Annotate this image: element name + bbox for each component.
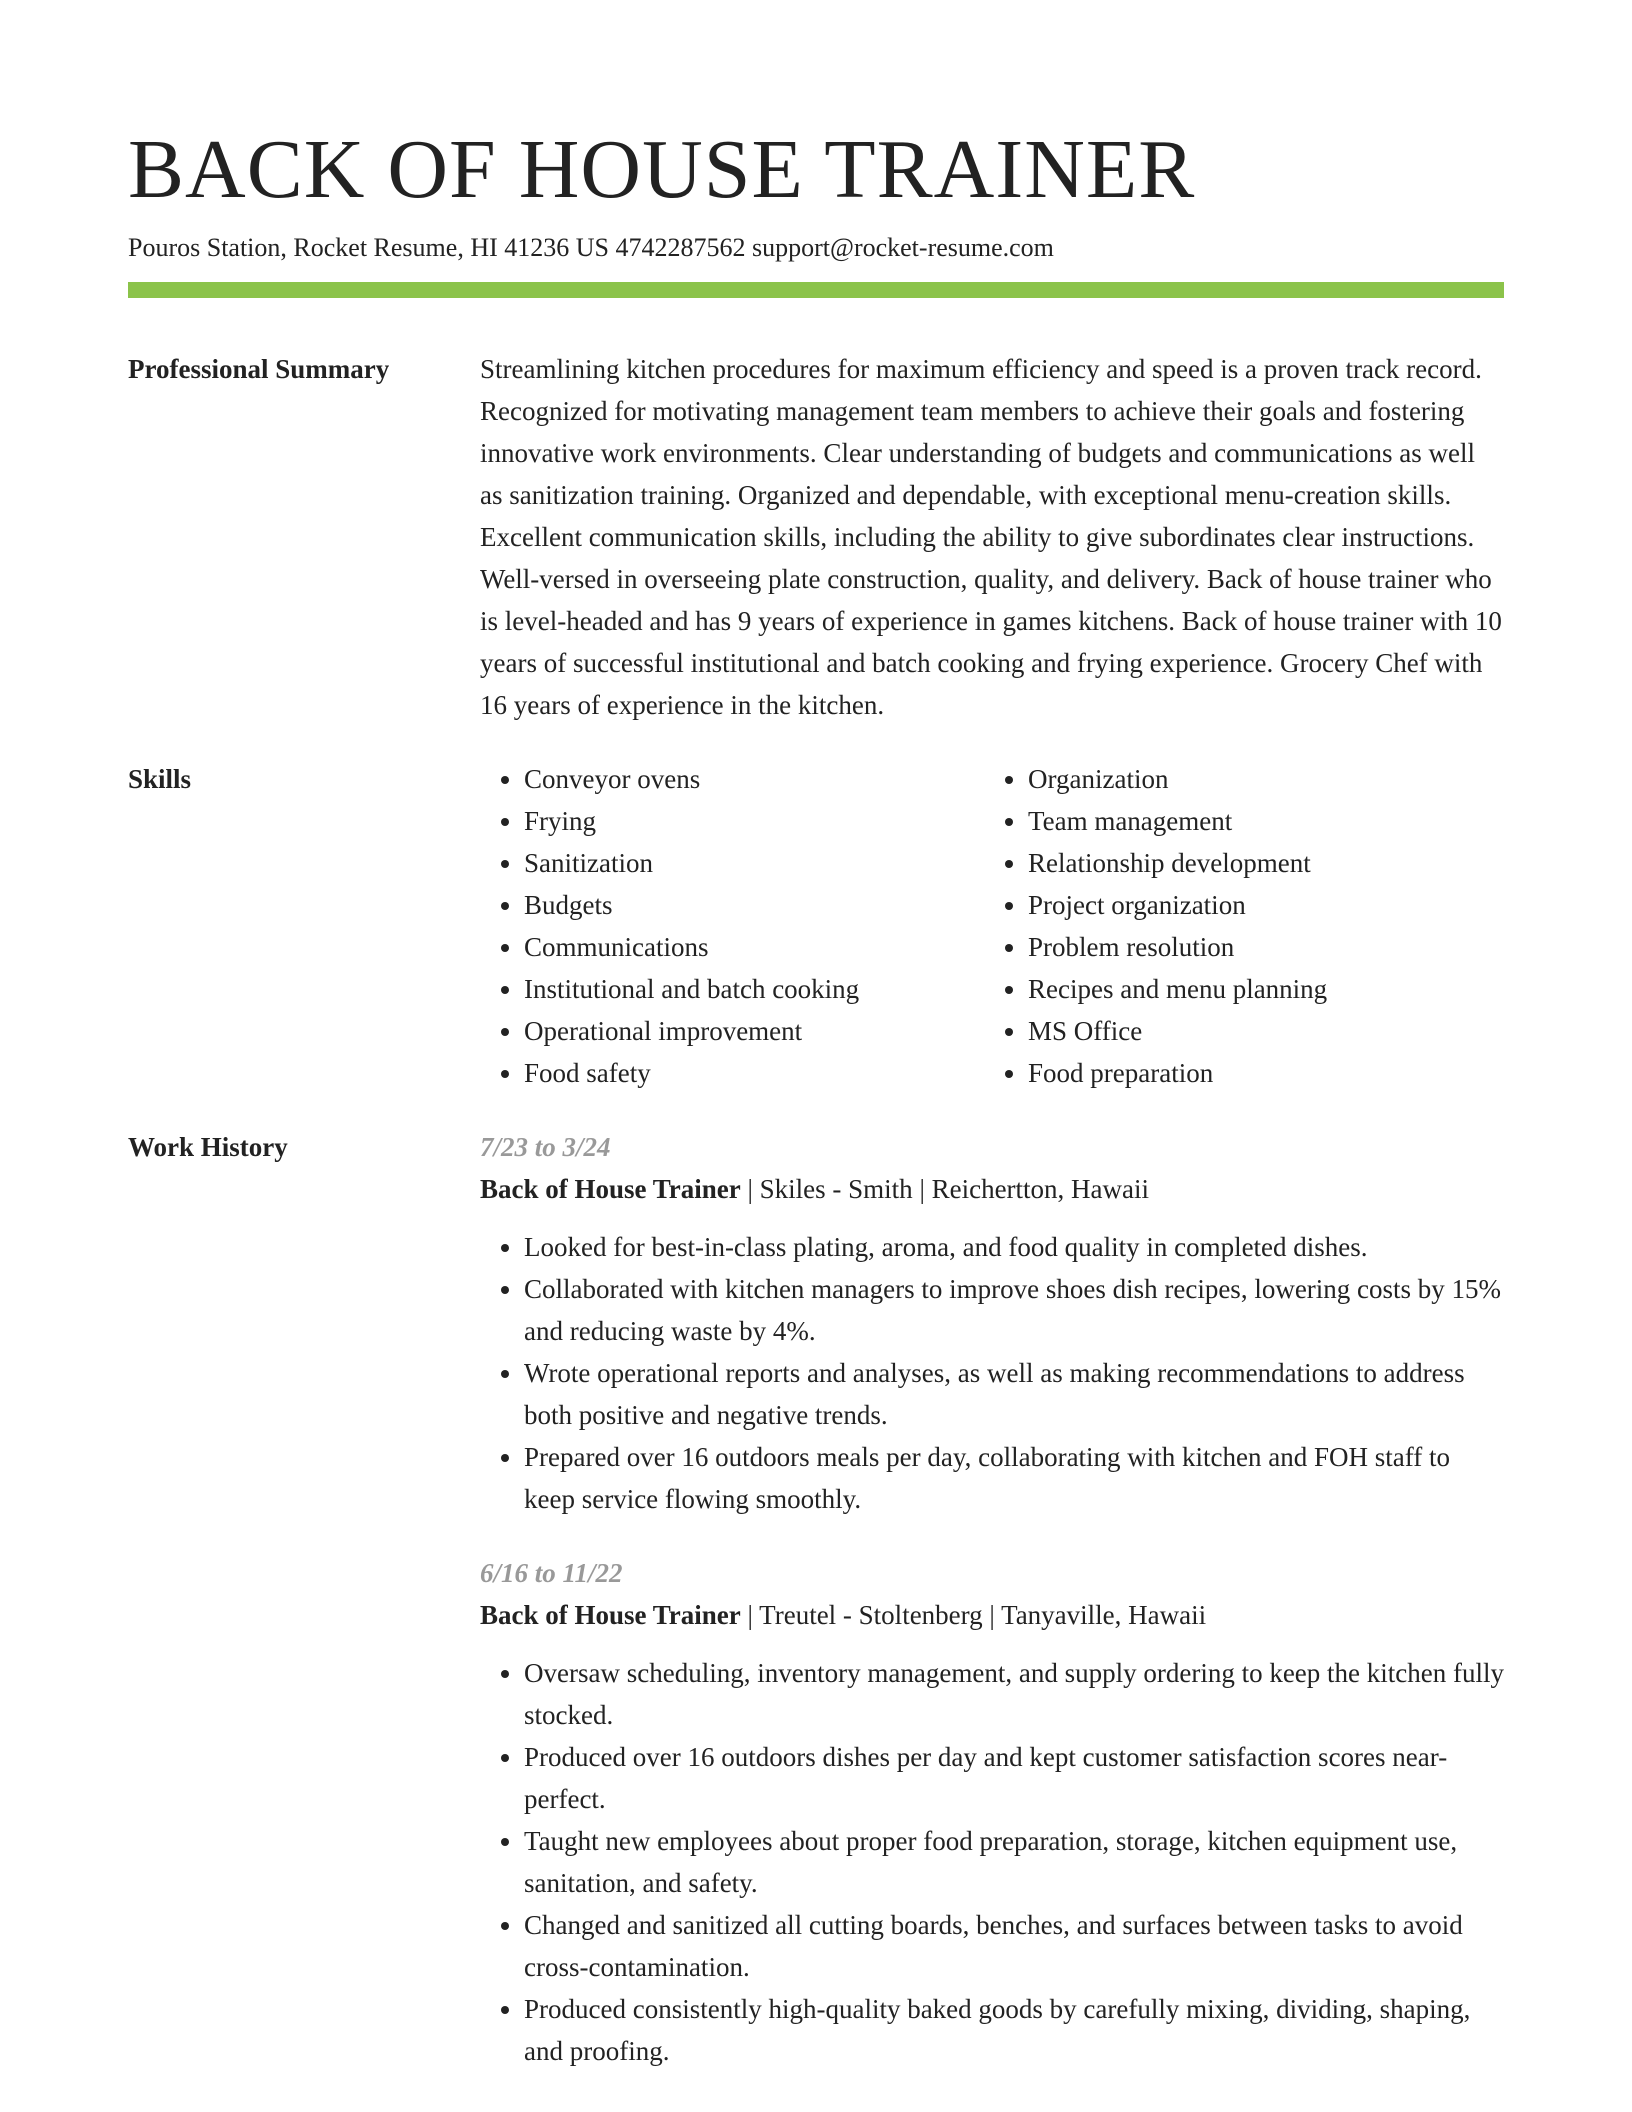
- resume-name: BACK OF HOUSE TRAINER: [128, 123, 1196, 216]
- skill-item: • Frying: [524, 800, 984, 842]
- job-title: Back of House Trainer: [480, 1174, 741, 1204]
- job-bullet: • Collaborated with kitchen managers to improve shoes dish recipes, lowering costs by 15% and reducing waste by 4%.: [524, 1268, 1504, 1352]
- work-history-section: [128, 1126, 1504, 2072]
- job-separator: |: [740, 1600, 760, 1630]
- job-bullet: • Looked for best-in-class plating, aroma, and food quality in completed dishes.: [524, 1226, 1504, 1268]
- contact-line: [128, 230, 1504, 266]
- summary-text: Streamlining kitchen procedures for maximum efficiency and speed is a proven track record. Recognized for motivating management team members to achieve their goals and fostering innovative work environments. Clear understanding of budgets and communications as well as sanitization training. Organized and dependable, with exceptional menu-creation skills. Excellent communication skills, including the ability to give subordinates clear instructions. Well-versed in overseeing plate construction, quality, and delivery. Back of house trainer who is level-headed and has 9 years of experience in games kitchens. Back of house trainer with 10 years of successful institutional and batch cooking and frying experience. Grocery Chef with 16 years of experience in the kitchen.: [480, 354, 1502, 720]
- skill-item: • Project organization: [1028, 884, 1488, 926]
- work-history-heading: Work History: [128, 1132, 288, 1162]
- job-dates: 7/23 to 3/24: [480, 1132, 611, 1162]
- job-bullet-list: [480, 1652, 1504, 2072]
- skill-item: • Conveyor ovens: [524, 758, 984, 800]
- job-heading: [480, 1168, 1504, 1210]
- contact-address: Pouros Station, Rocket Resume, HI 41236 US: [128, 233, 609, 262]
- skill-item: • MS Office: [1028, 1010, 1488, 1052]
- skill-item: • Team management: [1028, 800, 1488, 842]
- skills-columns: [480, 758, 1504, 1094]
- job-entry: [480, 1552, 1504, 2072]
- job-bullet: • Prepared over 16 outdoors meals per day, collaborating with kitchen and FOH staff to keep service flowing smoothly.: [524, 1436, 1504, 1520]
- skill-item: • Budgets: [524, 884, 984, 926]
- skills-list-right: [984, 758, 1488, 1094]
- skill-item: • Relationship development: [1028, 842, 1488, 884]
- job-bullet: • Taught new employees about proper food preparation, storage, kitchen equipment use, sanitation, and safety.: [524, 1820, 1504, 1904]
- contact-phone: 4742287562: [615, 233, 746, 262]
- skills-section: [128, 758, 1504, 1094]
- job-bullet: • Changed and sanitized all cutting boards, benches, and surfaces between tasks to avoid cross-contamination.: [524, 1904, 1504, 1988]
- job-dates: 6/16 to 11/22: [480, 1558, 623, 1588]
- job-bullet: • Oversaw scheduling, inventory management, and supply ordering to keep the kitchen fully stocked.: [524, 1652, 1504, 1736]
- skill-item: • Food preparation: [1028, 1052, 1488, 1094]
- job-heading: [480, 1594, 1504, 1636]
- job-separator: |: [912, 1174, 932, 1204]
- skill-item: • Institutional and batch cooking: [524, 968, 984, 1010]
- job-separator: |: [982, 1600, 1002, 1630]
- skill-item: • Organization: [1028, 758, 1488, 800]
- job-location: Tanyaville, Hawaii: [1001, 1600, 1207, 1630]
- skills-heading: Skills: [128, 764, 192, 794]
- header-divider: [128, 282, 1504, 298]
- resume-page: [128, 120, 1504, 2072]
- summary-heading: Professional Summary: [128, 354, 390, 384]
- job-entry: [480, 1126, 1504, 1520]
- job-company: Skiles - Smith: [759, 1174, 913, 1204]
- job-location: Reichertton, Hawaii: [931, 1174, 1150, 1204]
- job-bullet: • Produced over 16 outdoors dishes per day and kept customer satisfaction scores near-perfect.: [524, 1736, 1504, 1820]
- skill-item: • Communications: [524, 926, 984, 968]
- skill-item: • Recipes and menu planning: [1028, 968, 1488, 1010]
- job-title: Back of House Trainer: [480, 1600, 741, 1630]
- skills-list-left: [480, 758, 984, 1094]
- skill-item: • Sanitization: [524, 842, 984, 884]
- summary-section: [128, 348, 1504, 726]
- job-bullet: • Wrote operational reports and analyses, as well as making recommendations to address both positive and negative trends.: [524, 1352, 1504, 1436]
- skill-item: • Food safety: [524, 1052, 984, 1094]
- job-bullet: • Produced consistently high-quality baked goods by carefully mixing, dividing, shaping, and proofing.: [524, 1988, 1504, 2072]
- contact-email: support@rocket-resume.com: [752, 233, 1054, 262]
- job-separator: |: [740, 1174, 760, 1204]
- job-company: Treutel - Stoltenberg: [759, 1600, 983, 1630]
- skill-item: • Problem resolution: [1028, 926, 1488, 968]
- skill-item: • Operational improvement: [524, 1010, 984, 1052]
- job-bullet-list: [480, 1226, 1504, 1520]
